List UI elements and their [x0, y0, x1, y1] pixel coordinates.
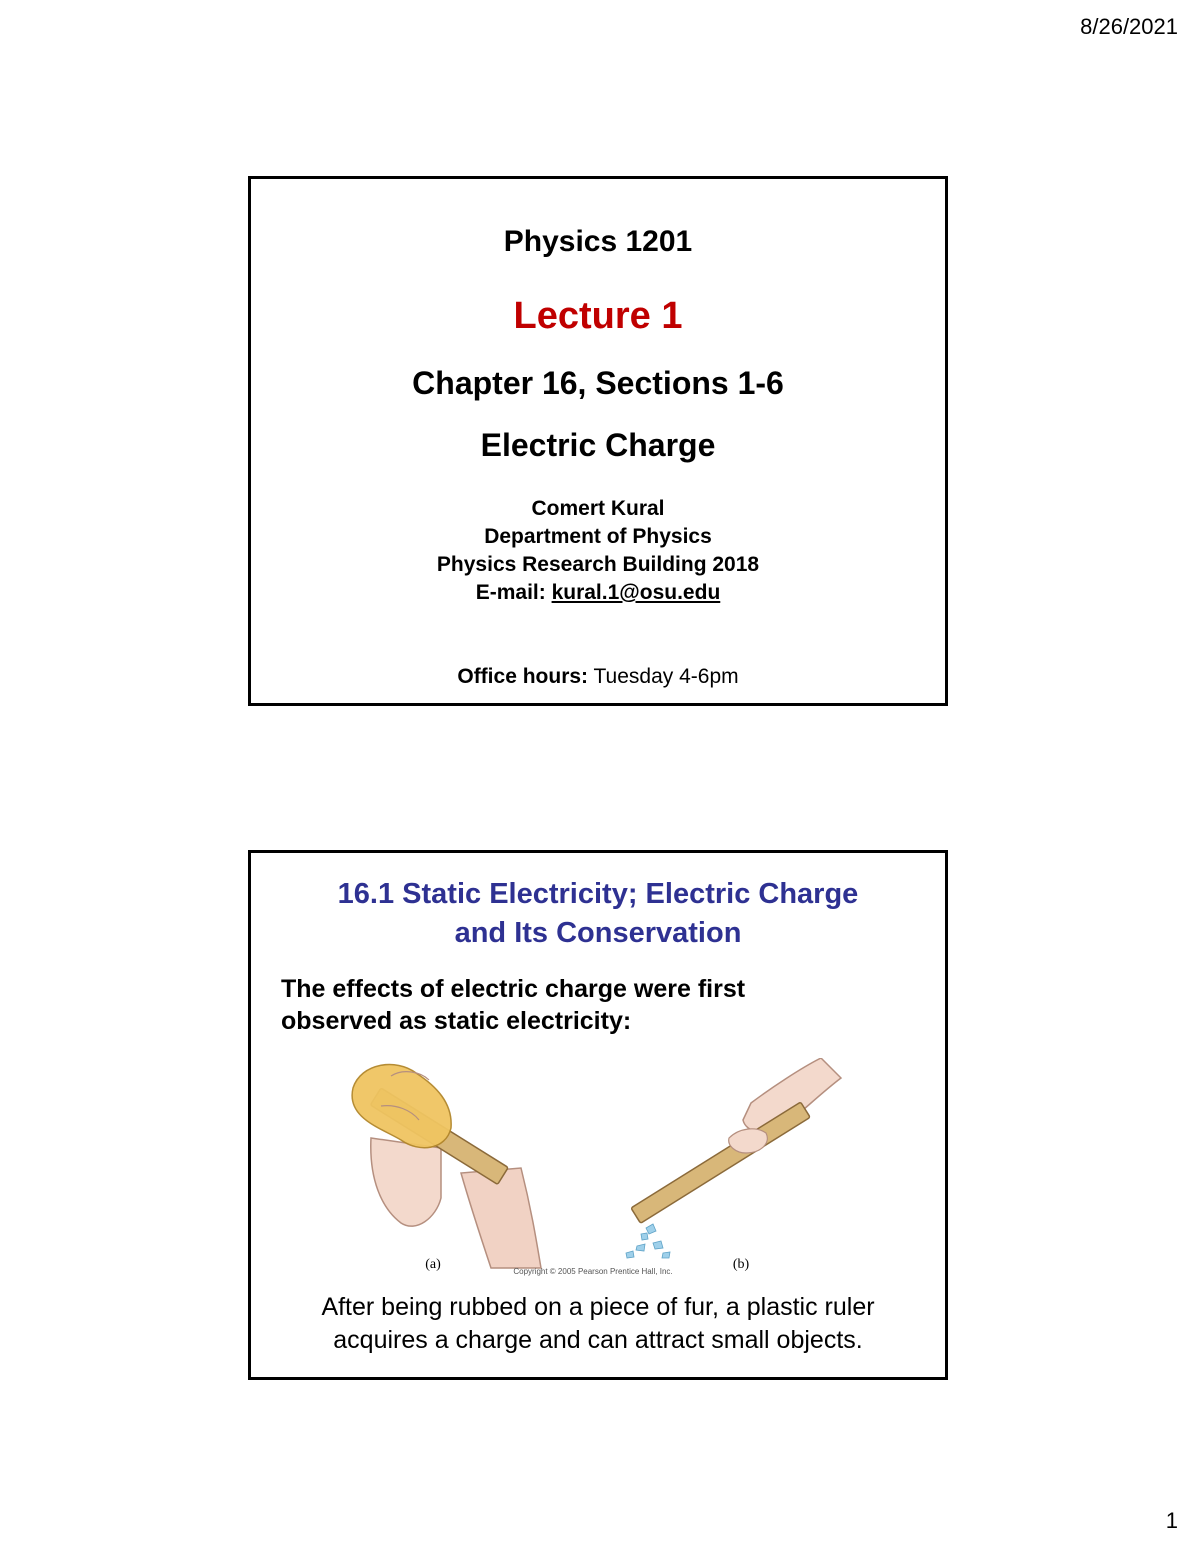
- department: Department of Physics: [484, 525, 712, 548]
- office-building: Physics Research Building 2018: [436, 553, 760, 576]
- chapter-heading: Chapter 16, Sections 1-6: [412, 365, 784, 401]
- email-link[interactable]: kural.1@osu.edu: [551, 581, 721, 604]
- figure-label-a: (a): [425, 1257, 441, 1272]
- figure-a-drawing: [352, 1065, 541, 1272]
- caption-line-1: After being rubbed on a piece of fur, a plastic ruler: [321, 1293, 875, 1321]
- office-hours-value: Tuesday 4-6pm: [588, 665, 739, 688]
- static-electricity-slide: [248, 850, 948, 1380]
- slide-title-line-1: 16.1 Static Electricity; Electric Charge: [337, 878, 859, 910]
- office-hours: [251, 665, 945, 689]
- lecture-title: Lecture 1: [513, 295, 683, 337]
- page-date: 8/26/2021: [1080, 14, 1178, 39]
- slide-caption: [251, 1291, 945, 1357]
- caption-line-2: acquires a charge and can attract small objects.: [333, 1326, 863, 1354]
- intro-line-2: observed as static electricity:: [281, 1007, 632, 1035]
- figure-b-drawing: [626, 1058, 841, 1272]
- ruler-illustration: [341, 1058, 861, 1278]
- figure-copyright: Copyright © 2005 Pearson Prentice Hall, Inc.: [513, 1267, 673, 1276]
- slide-title: [251, 875, 945, 953]
- topic-heading: Electric Charge: [480, 427, 716, 463]
- email-line: [251, 579, 945, 607]
- title-slide: [248, 176, 948, 706]
- course-title: Physics 1201: [503, 225, 693, 258]
- figure-label-b: (b): [732, 1257, 750, 1272]
- email-label: E-mail:: [475, 581, 552, 604]
- instructor-name: Comert Kural: [531, 497, 665, 520]
- slide-title-line-2: and Its Conservation: [454, 917, 742, 949]
- intro-line-1: The effects of electric charge were first: [281, 975, 746, 1003]
- office-hours-label: Office hours:: [457, 665, 589, 688]
- intro-text: [281, 973, 915, 1037]
- instructor-info: [251, 495, 945, 607]
- page-number: 1: [1165, 1508, 1178, 1533]
